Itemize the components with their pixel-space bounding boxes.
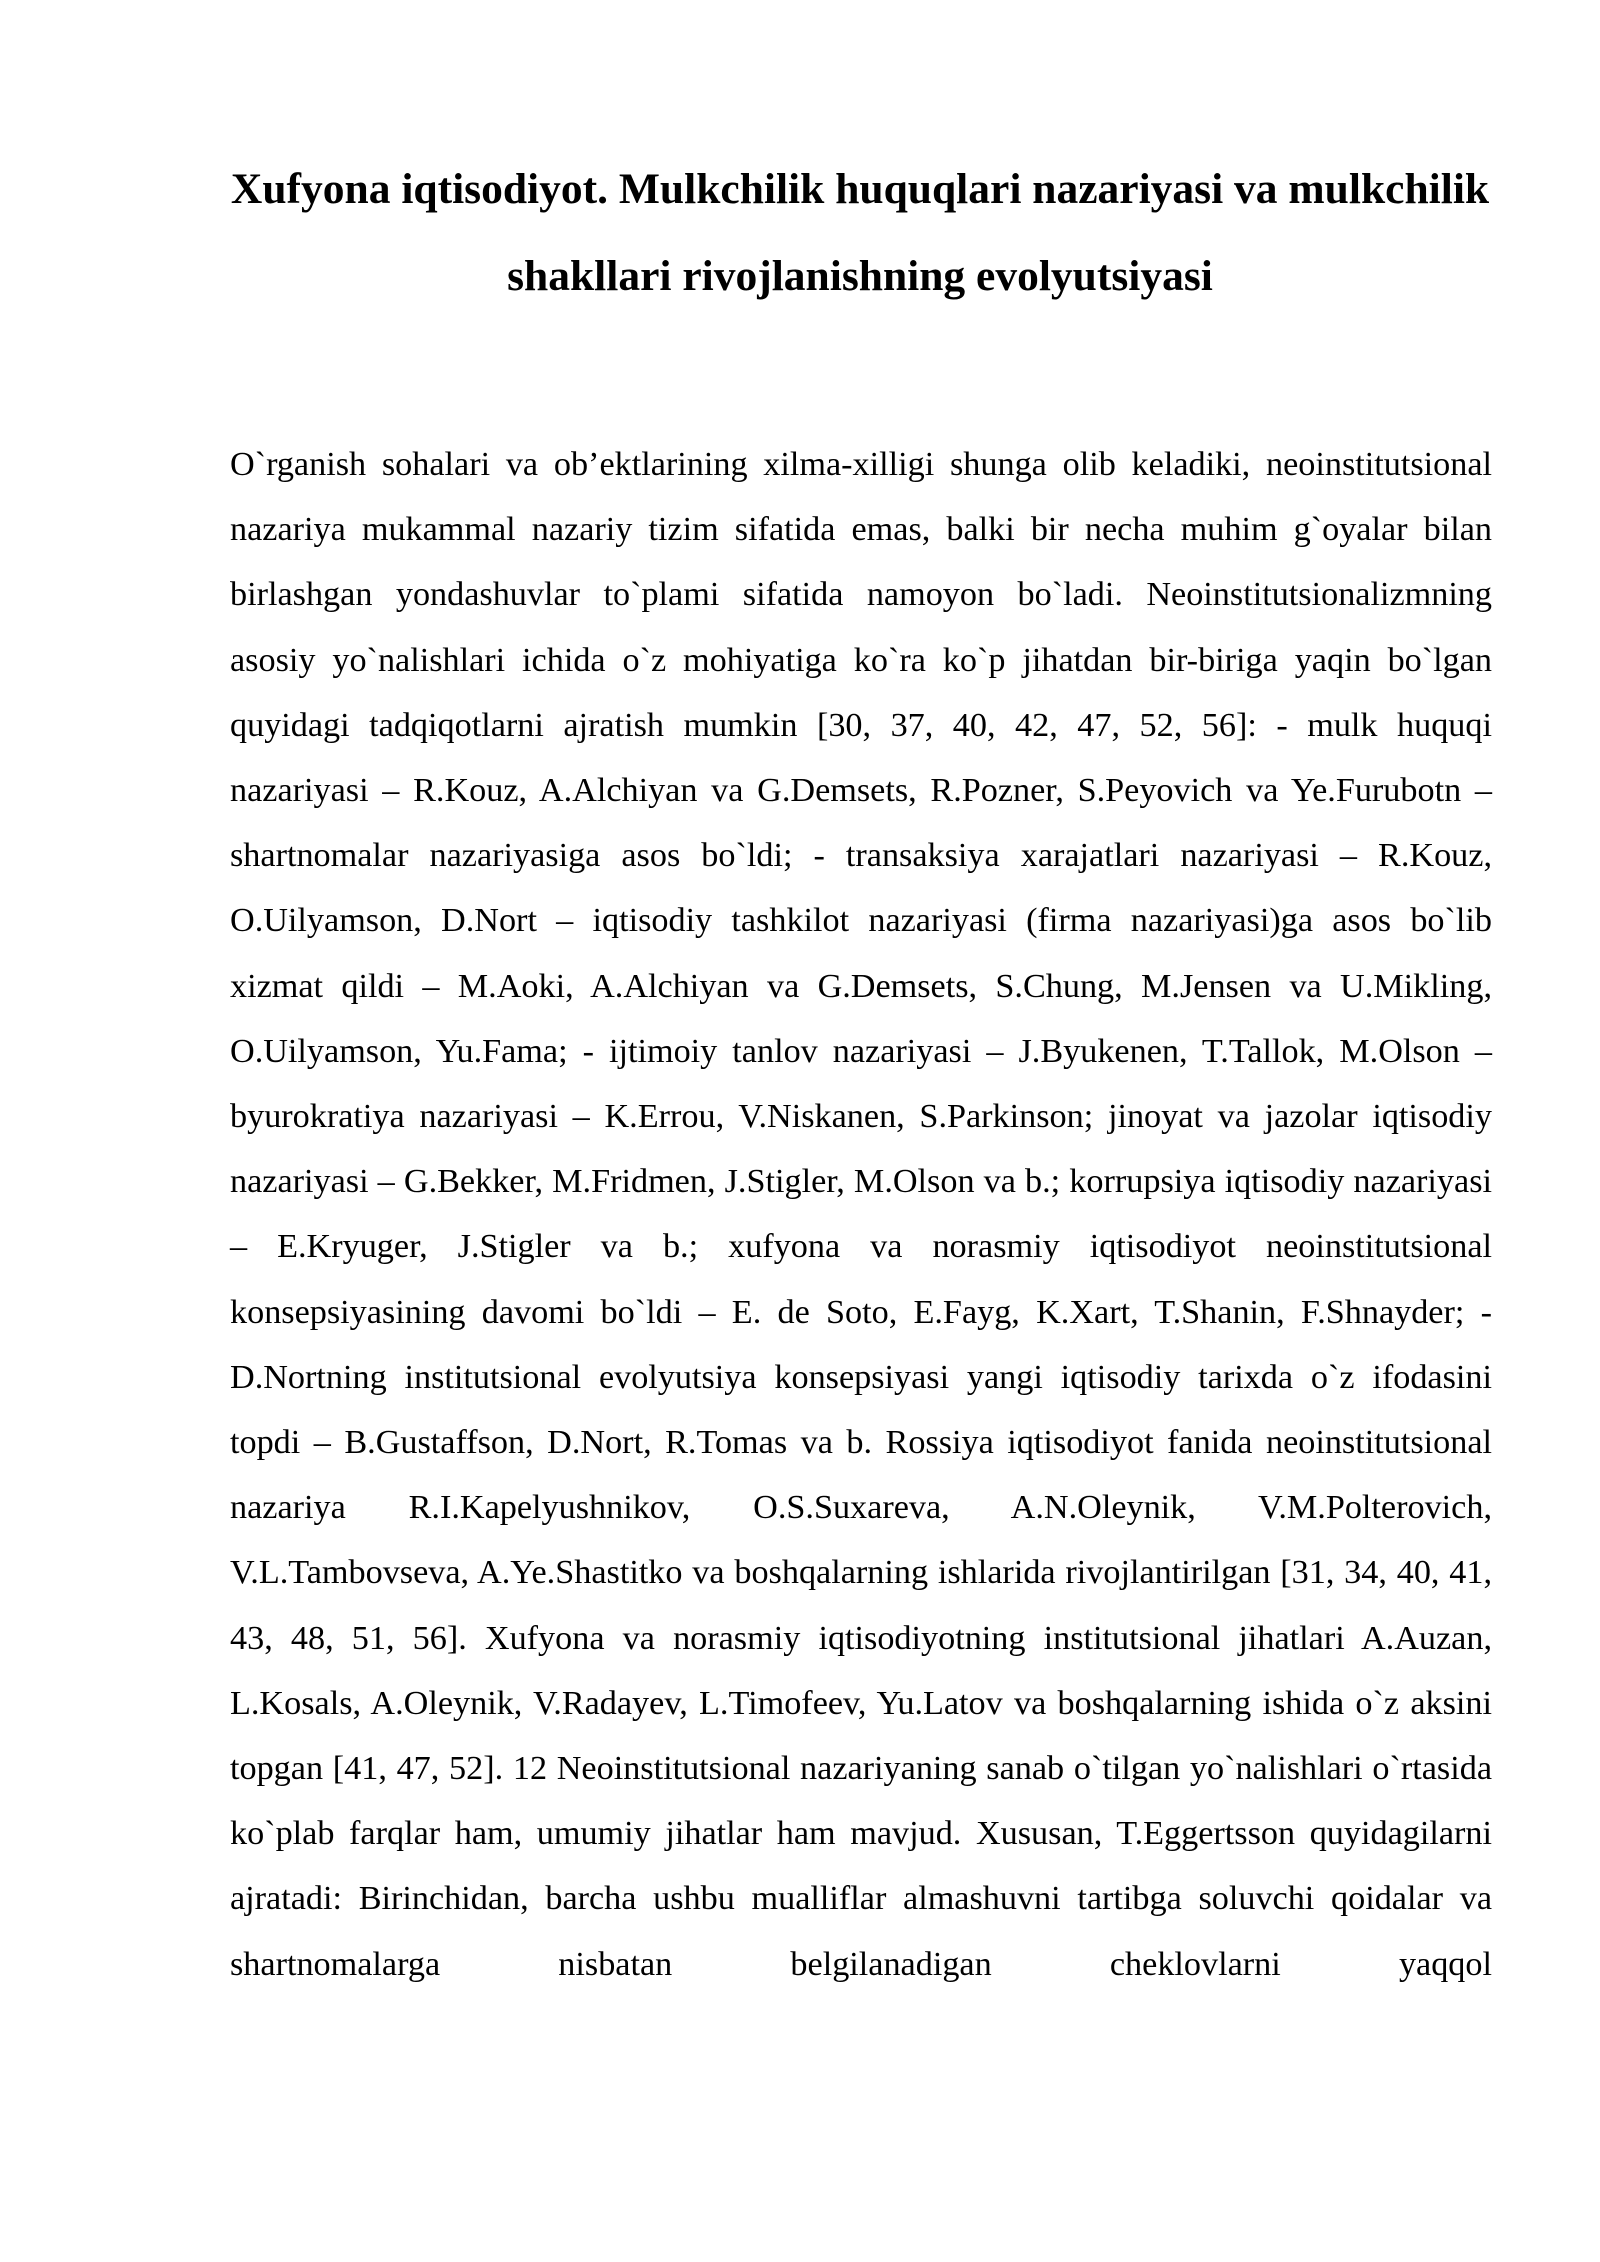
document-title: Xufyona iqtisodiyot. Mulkchilik huquqlari nazariyasi va mulkchilik shakllari rivojlanishning evolyutsiyasi bbox=[230, 165, 1490, 300]
body-paragraph: O`rganish sohalari va ob’ektlarining xilma-xilligi shunga olib keladiki, neoinstitutsional nazariya mukammal nazariy tizim sifatida emas, balki bir necha muhim g`oyalar bilan birlashgan yondashuvlar to`plami sifatida namoyon bo`ladi. Neoinstitutsionalizmning asosiy yo`nalishlari ichida o`z mohiyatiga ko`ra ko`p jihatdan bir-biriga yaqin bo`lgan quyidagi tadqiqotlarni ajratish mumkin [30, 37, 40, 42, 47, 52, 56]: - mulk huquqi nazariyasi – R.Kouz, A.Alchiyan va G.Demsets, R.Pozner, S.Peyovich va Ye.Furubotn – shartnomalar nazariyasiga asos bo`ldi; - transaksiya xarajatlari nazariyasi – R.Kouz, O.Uilyamson, D.Nort – iqtisodiy tashkilot nazariyasi (firma nazariyasi)ga asos bo`lib xizmat qildi – M.Aoki, A.Alchiyan va G.Demsets, S.Chung, M.Jensen va U.Mikling, O.Uilyamson, Yu.Fama; - ijtimoiy tanlov nazariyasi – J.Byukenen, T.Tallok, M.Olson – byurokratiya nazariyasi – K.Errou, V.Niskanen, S.Parkinson; jinoyat va jazolar iqtisodiy nazariyasi – G.Bekker, M.Fridmen, J.Stigler, M.Olson va b.; korrupsiya iqtisodiy nazariyasi – E.Kryuger, J.Stigler va b.; xufyona va norasmiy iqtisodiyot neoinstitutsional konsepsiyasining davomi bo`ldi – E. de Soto, E.Fayg, K.Xart, T.Shanin, F.Shnayder; - D.Nortning institutsional evolyutsiya konsepsiyasi yangi iqtisodiy tarixda o`z ifodasini topdi – B.Gustaffson, D.Nort, R.Tomas va b. Rossiya iqtisodiyot fanida neoinstitutsional nazariya R.I.Kapelyushnikov, O.S.Suxareva, A.N.Oleynik, V.M.Polterovich, V.L.Tambovseva, A.Ye.Shastitko va boshqalarning ishlarida rivojlantirilgan [31, 34, 40, 41, 43, 48, 51, 56]. Xufyona va norasmiy iqtisodiyotning institutsional jihatlari A.Auzan, L.Kosals, A.Oleynik, V.Radayev, L.Timofeev, Yu.Latov va boshqalarning ishida o`z aksini topgan [41, 47, 52]. 12 Neoinstitutsional nazariyaning sanab o`tilgan yo`nalishlari o`rtasida ko`plab farqlar ham, umumiy jihatlar ham mavjud. Xususan, T.Eggertsson quyidagilarni ajratadi: Birinchidan, barcha ushbu mualliflar almashuvni tartibga soluvchi qoidalar va shartnomalarga nisbatan belgilanadigan cheklovlarni yaqqol bbox=[230, 446, 1492, 1983]
